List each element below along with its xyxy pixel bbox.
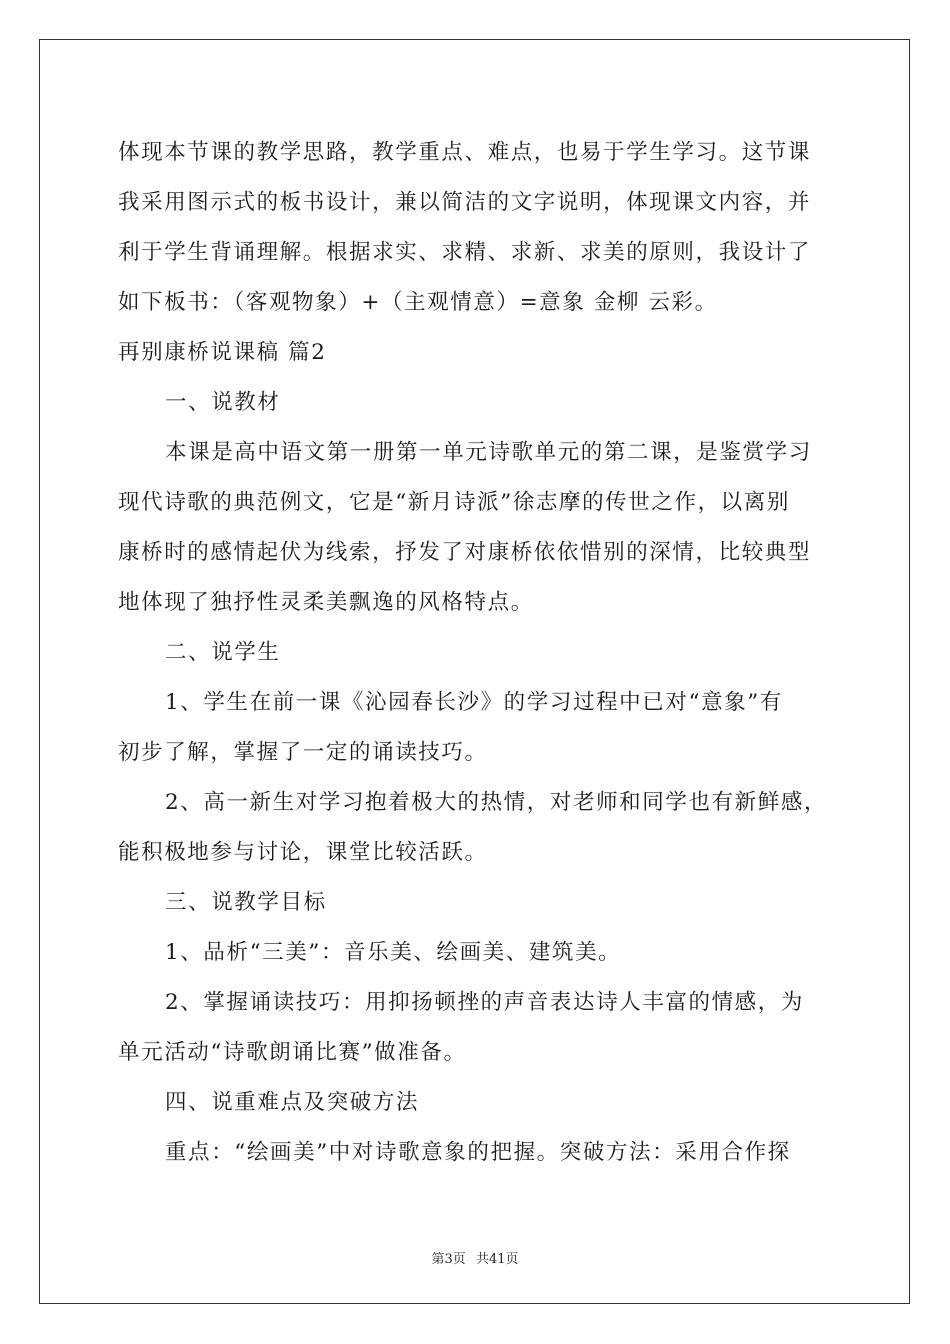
page-number: 第3页: [431, 1252, 466, 1267]
heading-key-points: 四、说重难点及突破方法: [165, 1090, 420, 1115]
page-total: 共41页: [475, 1252, 519, 1267]
section-title: 再别康桥说课稿 篇2: [118, 340, 327, 365]
text-line: 初步了解，掌握了一定的诵读技巧。: [118, 740, 488, 765]
page-footer: [0, 1248, 950, 1267]
text-line: 单元活动“诗歌朗诵比赛”做准备。: [118, 1040, 467, 1065]
document-body: [118, 128, 838, 1178]
text-line: 2、高一新生对学习抱着极大的热情，对老师和同学也有新鲜感，: [165, 790, 828, 815]
text-line: 能积极地参与讨论，课堂比较活跃。: [118, 840, 488, 865]
heading-students: 二、说学生: [165, 640, 281, 665]
text-line: 本课是高中语文第一册第一单元诗歌单元的第二课，是鉴赏学习: [165, 440, 812, 465]
text-line: 现代诗歌的典范例文，它是“新月诗派”徐志摩的传世之作，以离别: [118, 490, 790, 515]
text-line: 地体现了独抒性灵柔美飘逸的风格特点。: [118, 590, 534, 615]
text-line: 如下板书：（客观物象）+（主观情意）=意象 金柳 云彩。: [118, 290, 718, 315]
text-line: 利于学生背诵理解。根据求实、求精、求新、求美的原则，我设计了: [118, 240, 812, 265]
text-line: 1、品析“三美”：音乐美、绘画美、建筑美。: [165, 940, 622, 965]
heading-textbook: 一、说教材: [165, 390, 281, 415]
text-line: 重点：“绘画美”中对诗歌意象的把握。突破方法：采用合作探: [165, 1140, 791, 1165]
heading-objectives: 三、说教学目标: [165, 890, 327, 915]
text-line: 1、学生在前一课《沁园春长沙》的学习过程中已对“意象”有: [165, 690, 783, 715]
text-line: 体现本节课的教学思路，教学重点、难点，也易于学生学习。这节课: [118, 140, 812, 165]
text-line: 我采用图示式的板书设计，兼以简洁的文字说明，体现课文内容，并: [118, 190, 812, 215]
text-line: 2、掌握诵读技巧：用抑扬顿挫的声音表达诗人丰富的情感，为: [165, 990, 804, 1015]
text-line: 康桥时的感情起伏为线索，抒发了对康桥依依惜别的深情，比较典型: [118, 540, 812, 565]
